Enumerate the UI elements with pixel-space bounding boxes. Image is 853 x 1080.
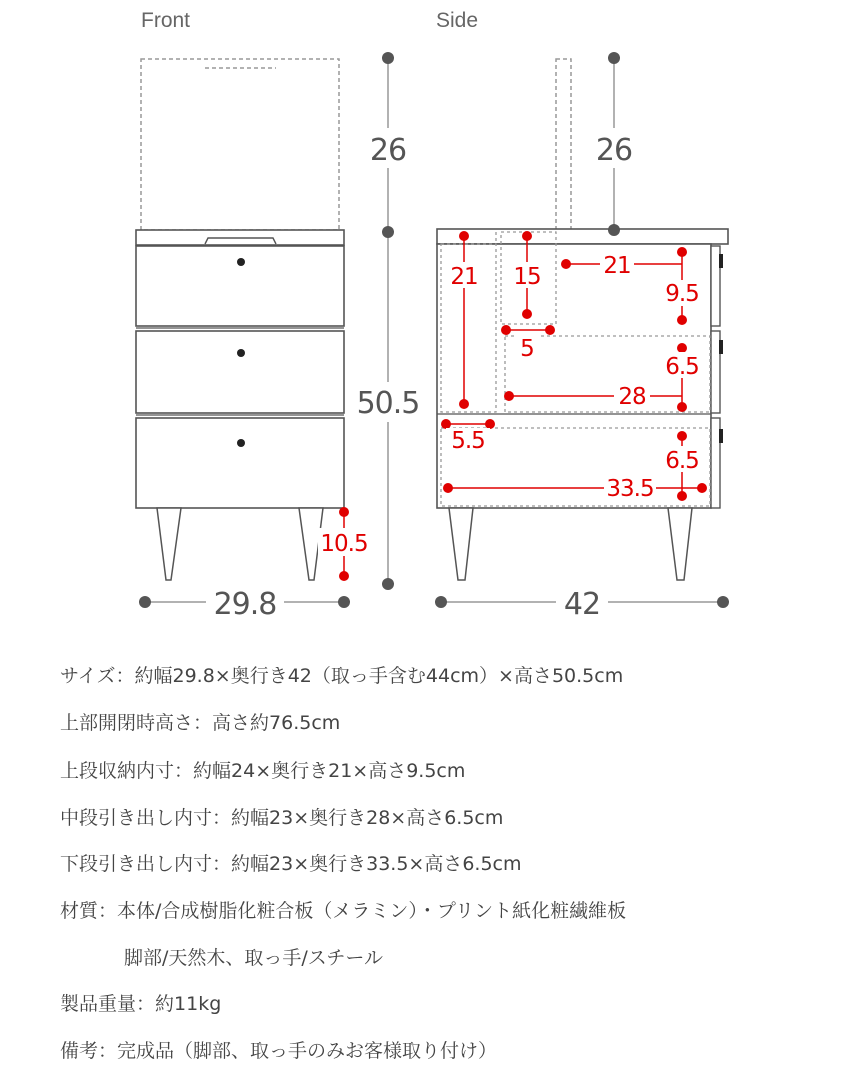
side-lid-outline: [556, 59, 571, 231]
spec-value: 完成品（脚部、取っ手のみお客様取り付け）: [117, 1040, 498, 1062]
side-leg-left: [449, 508, 473, 580]
spec-upper-storage: [60, 759, 465, 783]
front-body-height-label: 50.5: [356, 386, 420, 421]
spec-notes: [60, 1039, 497, 1063]
middle-height-label: 6.5: [665, 354, 699, 380]
spec-material-cont: [124, 946, 383, 970]
spec-value: 約11kg: [155, 993, 222, 1015]
front-lid-height-label: 26: [369, 133, 407, 168]
side-view: [435, 52, 729, 622]
front-width-label: 29.8: [213, 587, 277, 622]
spec-label: 上部開閉時高さ：: [60, 712, 213, 734]
front-leg-height-label: 10.5: [320, 531, 368, 557]
spec-value: 約幅29.8×奥行き42（取っ手含む44cm）×高さ50.5cm: [134, 665, 624, 687]
spec-size: [60, 664, 623, 688]
spec-value: 高さ約76.5cm: [212, 712, 341, 734]
knob-icon: [237, 349, 245, 357]
spec-label: 中段引き出し内寸：: [60, 807, 232, 829]
upper-height-9-5-label: 9.5: [665, 281, 699, 307]
front-lid-outline: [141, 59, 339, 230]
spec-label: 上段収納内寸：: [60, 760, 194, 782]
side-depth-label: 42: [563, 587, 601, 622]
spec-lower-drawer: [60, 852, 522, 876]
lower-depth-label: 33.5: [606, 476, 654, 502]
spec-label: 備考：: [60, 1040, 118, 1062]
side-view-title: Side: [436, 9, 479, 32]
spec-value: 約幅24×奥行き21×高さ9.5cm: [193, 760, 466, 782]
side-leg-right: [668, 508, 692, 580]
spec-value: 約幅23×奥行き28×高さ6.5cm: [231, 807, 504, 829]
side-lid-height-label: 26: [595, 133, 633, 168]
spec-middle-drawer: [60, 806, 503, 830]
spec-value: 約幅23×奥行き33.5×高さ6.5cm: [231, 853, 522, 875]
lower-offset-label: 5.5: [451, 428, 485, 454]
spec-label: 製品重量：: [60, 993, 156, 1015]
upper-offset-5-label: 5: [520, 336, 534, 362]
front-drawer-top: [136, 246, 344, 326]
spec-open-height: [60, 711, 340, 735]
spec-label: 下段引き出し内寸：: [60, 853, 232, 875]
front-view: [136, 52, 424, 622]
spec-value: 脚部/天然木、取っ手/スチール: [124, 947, 384, 969]
spec-value: 本体/合成樹脂化粧合板（メラミン）・プリント紙化粧繊維板: [117, 900, 627, 922]
front-view-title: Front: [141, 9, 191, 32]
front-drawer-middle: [136, 331, 344, 413]
middle-depth-label: 28: [618, 384, 646, 410]
side-top-board: [437, 229, 728, 244]
spec-label: サイズ：: [60, 665, 135, 687]
knob-icon: [237, 439, 245, 447]
front-leg-left: [157, 508, 181, 580]
upper-height-15-label: 15: [513, 264, 541, 290]
lower-height-label: 6.5: [665, 448, 699, 474]
upper-depth-label: 21: [450, 264, 478, 290]
upper-width-21-label: 21: [603, 253, 631, 279]
spec-material: [60, 899, 626, 923]
spec-weight: [60, 992, 221, 1016]
spec-label: 材質：: [60, 900, 118, 922]
knob-icon: [237, 258, 245, 266]
front-drawer-bottom: [136, 418, 344, 508]
